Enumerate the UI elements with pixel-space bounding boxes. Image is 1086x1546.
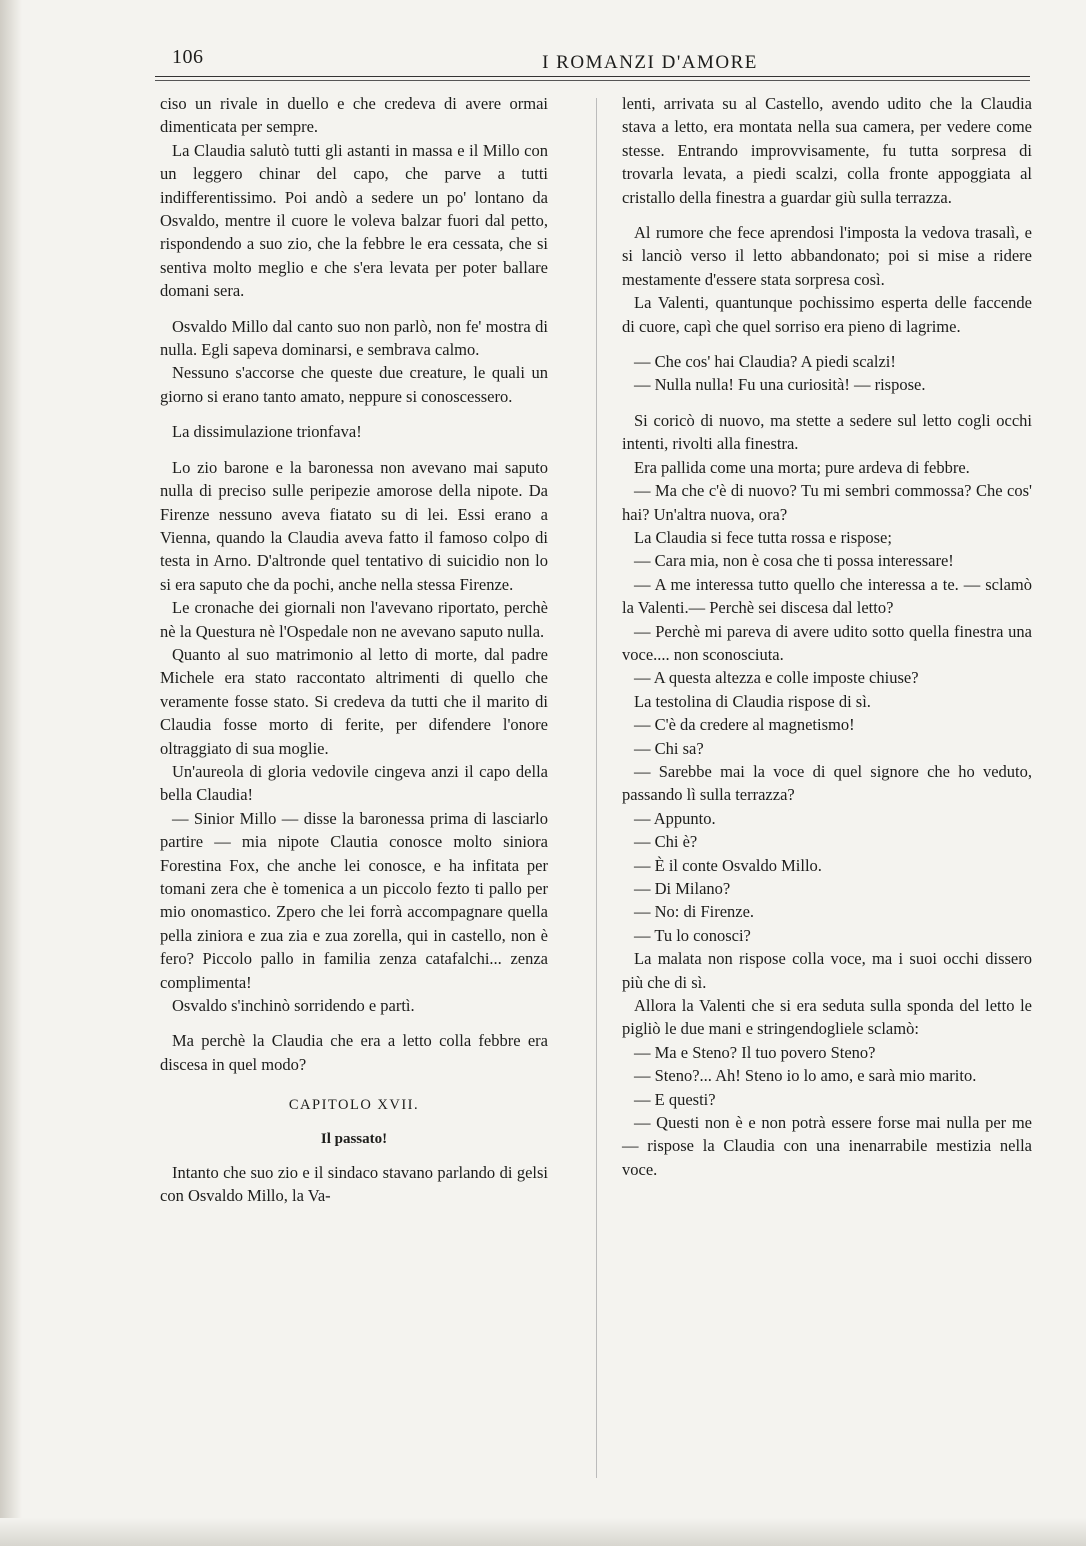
paragraph: Osvaldo s'inchinò sorridendo e partì. — [172, 996, 415, 1016]
paragraph: Al rumore che fece aprendosi l'imposta la vedova trasalì, e si lanciò verso il letto abbandonato; poi si mise a ridere mestamente d'essere stata sorpresa così. — [622, 223, 1032, 289]
paragraph: Quanto al suo matrimonio al letto di morte, dal padre Michele era stato raccontato altrimenti di quello che veramente fosse stato. Si credeva da tutti che il marito di Claudia fosse morto di ferite, per difendere l'onore oltraggiato di sua moglie. — [160, 644, 548, 758]
paragraph: Allora la Valenti che si era seduta sulla sponda del letto le pigliò le due mani e stringendogliele sclamò: — [622, 996, 1032, 1039]
paragraph: — Di Milano? — [634, 879, 731, 898]
paragraph: Un'aureola di gloria vedovile cingeva anzi il capo della bella Claudia! — [160, 761, 548, 805]
paragraph: — Nulla nulla! Fu una curiosità! — rispose. — [634, 375, 926, 395]
paragraph: — Appunto. — [634, 808, 716, 828]
chapter-title: CAPITOLO XVII. — [288, 1097, 420, 1114]
paragraph: ciso un rivale in duello e che credeva di avere ormai dimenticata per sempre. — [160, 94, 548, 137]
paragraph: lenti, arrivata su al Castello, avendo udito che la Claudia stava a letto, era montata nella sua camera, per vedere come stesse. Entrando improvvisamente, fu tutta sorpresa di trovarla levata, a piedi scalzi, colla fronte appoggiata al cristallo della finestra a guardar giù sulla terrazza. — [622, 94, 1032, 207]
paragraph: — Perchè mi pareva di avere udito sotto quella finestra una voce.... non sconosciuta. — [622, 621, 1032, 664]
chapter-subtitle: Il passato! — [320, 1130, 388, 1147]
paragraph: — Tu lo conosci? — [634, 925, 751, 945]
paragraph: La malata non rispose colla voce, ma i suoi occhi dissero più che di sì. — [622, 949, 1032, 992]
paragraph: — Questi non è e non potrà essere forse mai nulla per me — rispose la Claudia con una inenarrabile mestizia nella voce. — [622, 1113, 1032, 1179]
paragraph: La dissimulazione trionfava! — [172, 422, 362, 442]
paragraph: Si coricò di nuovo, ma stette a sedere sul letto cogli occhi intenti, rivolti alla finestra. — [622, 410, 1032, 454]
header-rule-thin — [155, 80, 1030, 81]
paragraph: La Valenti, quantunque pochissimo esperta delle faccende di cuore, capì che quel sorriso era pieno di lagrime. — [622, 293, 1032, 336]
paragraph: — Sinior Millo — disse la baronessa prima di lasciarlo partire — mia nipote Clautia conosce molto siniora Forestina Fox, che anche lei conosce, e ha infitata per tomani zera che è tomenica a un piccolo fezto ti pallo per mio onomastico. Zpero che lei forrà accompagnare quella pella ziniora e zua zia e zua zorella, qui in castello, non è fero? Piccolo pallo in familia zenza catafalchi... zenza complimenta! — [160, 808, 548, 992]
header-rule — [155, 76, 1030, 77]
paragraph: La Claudia si fece tutta rossa e rispose; — [634, 527, 892, 547]
page-edge-shadow — [0, 0, 22, 1546]
paragraph: La testolina di Claudia rispose di sì. — [634, 691, 871, 711]
paragraph: — È il conte Osvaldo Millo. — [634, 855, 822, 875]
paragraph: Le cronache dei giornali non l'avevano riportato, perchè nè la Questura nè l'Ospedale non ne avevano saputo nulla. — [160, 598, 548, 641]
paragraph: La Claudia salutò tutti gli astanti in massa e il Millo con un leggero chinar del capo, che parve a tutti indifferentissimo. Poi andò a sedere un po' lontano da Osvaldo, mentre il cuore le voleva balzar fuori dal petto, rispondendo a suo zio, che la febbre le era cessata, che si sentiva molto meglio e che s'era levata per poter ballare domani sera. — [160, 140, 548, 301]
paragraph: Intanto che suo zio e il sindaco stavano parlando di gelsi con Osvaldo Millo, la Va- — [160, 1163, 548, 1206]
paragraph: Ma perchè la Claudia che era a letto colla febbre era discesa in quel modo? — [160, 1031, 548, 1074]
paragraph: Nessuno s'accorse che queste due creature, le quali un giorno si erano tanto amato, neppure si conoscessero. — [160, 363, 548, 406]
paragraph: Osvaldo Millo dal canto suo non parlò, non fe' mostra di nulla. Egli sapeva dominarsi, e sembrava calmo. — [160, 316, 548, 360]
paragraph: — Sarebbe mai la voce di quel signore che ho veduto, passando lì sulla terrazza? — [622, 761, 1032, 805]
paragraph: — Steno?... Ah! Steno io lo amo, e sarà mio marito. — [634, 1066, 977, 1086]
paragraph: — A me interessa tutto quello che interessa a te. — sclamò la Valenti.— Perchè sei discesa dal letto? — [622, 574, 1032, 618]
paragraph: — Chi è? — [634, 832, 698, 852]
right-column — [622, 92, 1032, 1181]
paragraph: — No: di Firenze. — [634, 902, 755, 922]
paragraph: Era pallida come una morta; pure ardeva di febbre. — [634, 457, 970, 477]
paragraph: — Che cos' hai Claudia? A piedi scalzi! — [634, 352, 896, 372]
page-number: 106 — [172, 46, 204, 68]
paragraph: — E questi? — [634, 1089, 716, 1109]
paragraph: — Ma e Steno? Il tuo povero Steno? — [634, 1042, 876, 1062]
paragraph: — Cara mia, non è cosa che ti possa interessare! — [634, 551, 954, 571]
paragraph: — C'è da credere al magnetismo! — [634, 715, 855, 735]
left-column — [160, 92, 548, 1208]
paragraph: Lo zio barone e la baronessa non avevano mai saputo nulla di preciso sulle peripezie amorose della nipote. Da Firenze nessuno aveva fiatato su di lei. Essi erano a Vienna, quando la Claudia aveva fatto il famoso colpo di testa in Arno. D'altronde quel tentativo di suicidio non lo si era saputo che da pochi, anche nella stessa Firenze. — [160, 457, 548, 594]
paragraph: — Chi sa? — [634, 738, 704, 758]
paragraph: — A questa altezza e colle imposte chiuse? — [634, 668, 919, 688]
page-bottom-edge — [0, 1518, 1086, 1546]
paragraph: — Ma che c'è di nuovo? Tu mi sembri commossa? Che cos' hai? Un'altra nuova, ora? — [622, 481, 1032, 524]
running-title: I ROMANZI D'AMORE — [542, 52, 758, 73]
column-divider — [596, 98, 597, 1478]
